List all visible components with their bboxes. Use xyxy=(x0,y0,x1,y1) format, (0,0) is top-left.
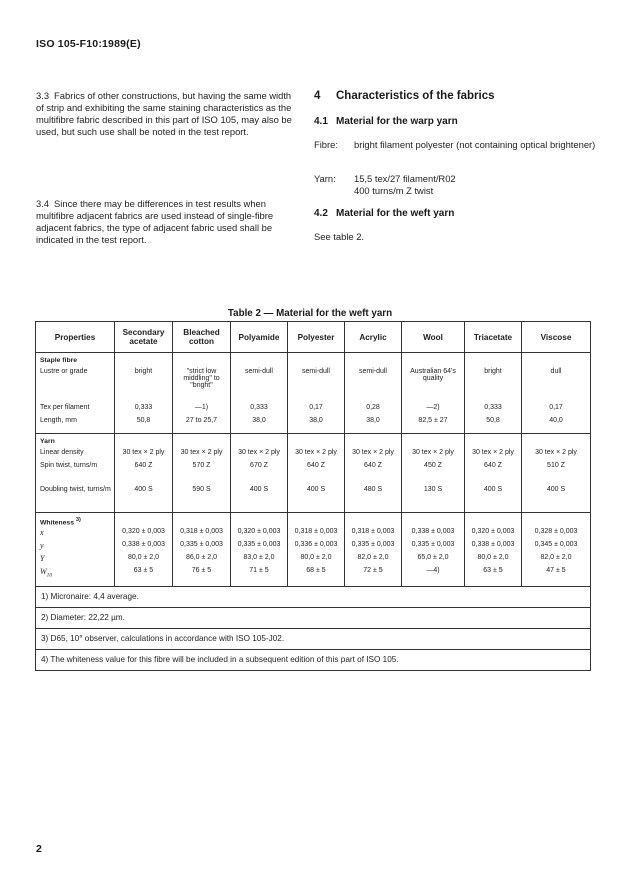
table-cell: 0,338 ± 0,003 xyxy=(465,541,522,554)
table-cell: semi-dull xyxy=(231,368,288,404)
section-4-heading xyxy=(314,90,495,102)
col-header-acrylic: Acrylic xyxy=(345,322,402,353)
table-cell: 63 ± 5 xyxy=(115,567,173,586)
table-row xyxy=(36,449,591,462)
row-label: Spin twist, turns/m xyxy=(36,462,115,486)
col-header-viscose: Viscose xyxy=(522,322,591,353)
table-cell: 400 S xyxy=(231,486,288,513)
table-cell: Australian 64's quality xyxy=(402,368,465,404)
clause-3-3 xyxy=(36,90,292,138)
table-cell: 86,0 ± 2,0 xyxy=(173,554,231,567)
table-cell: 0,335 ± 0,003 xyxy=(402,541,465,554)
table-cell: 0,328 ± 0,003 xyxy=(522,528,591,541)
col-header-secondary-acetate: Secondary acetate xyxy=(115,322,173,353)
table-cell: 80,0 ± 2,0 xyxy=(288,554,345,567)
table-cell: 30 tex × 2 ply xyxy=(522,449,591,462)
table-cell: 30 tex × 2 ply xyxy=(345,449,402,462)
page-number: 2 xyxy=(36,843,42,855)
section-4-1-heading xyxy=(314,116,458,127)
table-row xyxy=(36,368,591,404)
footnotes xyxy=(36,586,591,670)
col-header-polyester: Polyester xyxy=(288,322,345,353)
fibre-value: bright filament polyester (not containing optical brightener) xyxy=(354,139,596,150)
row-label: Doubling twist, turns/m xyxy=(36,486,115,513)
section-number: 4 xyxy=(314,90,321,102)
table-cell: 0,335 ± 0,003 xyxy=(231,541,288,554)
col-header-triacetate: Triacetate xyxy=(465,322,522,353)
table-cell: 82,0 ± 2,0 xyxy=(522,554,591,567)
clause-number: 3.4 xyxy=(36,198,50,209)
table-cell: semi-dull xyxy=(345,368,402,404)
table-cell: —2) xyxy=(402,404,465,417)
table-row xyxy=(36,404,591,417)
table-cell: 30 tex × 2 ply xyxy=(288,449,345,462)
table-cell: semi-dull xyxy=(288,368,345,404)
table-row xyxy=(36,567,591,586)
table-cell: 0,318 ± 0,003 xyxy=(288,528,345,541)
table-cell: 40,0 xyxy=(522,417,591,433)
clause-text: Fabrics of other constructions, but having the same width of strip and exhibiting the same staining characteristics as the multifibre fabric described in this part of ISO 105, may also be used, but such use shall be noted in the test report. xyxy=(36,90,292,137)
yarn-group xyxy=(36,433,591,513)
table-cell: 0,320 ± 0,003 xyxy=(465,528,522,541)
group-title-text: Whiteness xyxy=(40,519,74,527)
table-cell: 450 Z xyxy=(402,462,465,486)
table-cell: 0,28 xyxy=(345,404,402,417)
table-cell: 590 S xyxy=(173,486,231,513)
table-cell: 80,0 ± 2,0 xyxy=(465,554,522,567)
table-cell: 38,0 xyxy=(288,417,345,433)
footnote: 1) Micronaire: 4,4 average. xyxy=(36,586,591,607)
table-cell: 0,338 ± 0,003 xyxy=(402,528,465,541)
yarn-label: Yarn: xyxy=(314,173,336,184)
table-cell: 63 ± 5 xyxy=(465,567,522,586)
fibre-label: Fibre: xyxy=(314,139,338,150)
table-cell: 0,335 ± 0,003 xyxy=(173,541,231,554)
table-cell: 30 tex × 2 ply xyxy=(115,449,173,462)
table-cell: 640 Z xyxy=(465,462,522,486)
table-cell: 510 Z xyxy=(522,462,591,486)
table-cell: 670 Z xyxy=(231,462,288,486)
table-row xyxy=(36,528,591,541)
table-cell: 0,335 ± 0,003 xyxy=(345,541,402,554)
table-cell: "strict low middling" to "bright" xyxy=(173,368,231,404)
col-header-bleached-cotton: Bleached cotton xyxy=(173,322,231,353)
row-label: Lustre or grade xyxy=(36,368,115,404)
table-cell: 400 S xyxy=(465,486,522,513)
symbol-base: W xyxy=(40,567,47,576)
clause-text: Since there may be differences in test results when multifibre adjacent fabrics are used instead of single-fibre adjacent fabrics, the type of adjacent fabric used shall be indicated in the test report. xyxy=(36,198,274,245)
table-cell: 76 ± 5 xyxy=(173,567,231,586)
table-cell: 640 Z xyxy=(115,462,173,486)
weft-yarn-table xyxy=(35,321,591,671)
section-number: 4.1 xyxy=(314,116,328,127)
table-cell: 0,333 xyxy=(465,404,522,417)
table-row xyxy=(36,513,591,529)
row-symbol: y xyxy=(36,541,115,554)
group-title: Yarn xyxy=(36,433,115,449)
table-cell: 71 ± 5 xyxy=(231,567,288,586)
symbol-subscript: 10 xyxy=(46,572,53,579)
table-row xyxy=(36,353,591,369)
col-header-wool: Wool xyxy=(402,322,465,353)
table-cell: 38,0 xyxy=(345,417,402,433)
footnote: 4) The whiteness value for this fibre will be included in a subsequent edition of this part of ISO 105. xyxy=(36,649,591,670)
whiteness-group xyxy=(36,513,591,587)
footnote-ref: 3) xyxy=(75,517,81,523)
table-row xyxy=(36,433,591,449)
table-cell: 68 ± 5 xyxy=(288,567,345,586)
table-cell: 0,17 xyxy=(522,404,591,417)
table-cell: 83,0 ± 2,0 xyxy=(231,554,288,567)
table-row xyxy=(36,462,591,486)
table-cell: 82,0 ± 2,0 xyxy=(345,554,402,567)
table-cell: 0,333 xyxy=(115,404,173,417)
table-cell: 400 S xyxy=(288,486,345,513)
table-cell: 38,0 xyxy=(231,417,288,433)
table-cell: 65,0 ± 2,0 xyxy=(402,554,465,567)
table-cell: 0,320 ± 0,003 xyxy=(115,528,173,541)
table-cell: 30 tex × 2 ply xyxy=(402,449,465,462)
table-cell: 400 S xyxy=(522,486,591,513)
row-label: Tex per filament xyxy=(36,404,115,417)
table-caption: Table 2 — Material for the weft yarn xyxy=(227,308,393,319)
row-symbol xyxy=(36,567,115,586)
clause-3-4 xyxy=(36,198,292,246)
section-number: 4.2 xyxy=(314,208,328,219)
section-title: Material for the weft yarn xyxy=(336,208,455,219)
footnote: 2) Diameter: 22,22 µm. xyxy=(36,607,591,628)
footnote: 3) D65, 10° observer, calculations in accordance with ISO 105-J02. xyxy=(36,628,591,649)
yarn-value xyxy=(354,173,620,197)
row-symbol: x xyxy=(36,528,115,541)
table-cell: dull xyxy=(522,368,591,404)
table-cell: 72 ± 5 xyxy=(345,567,402,586)
table-cell: 82,5 ± 27 xyxy=(402,417,465,433)
clause-number: 3.3 xyxy=(36,90,50,101)
table-cell: 0,345 ± 0,003 xyxy=(522,541,591,554)
table-row xyxy=(36,486,591,513)
see-table-reference: See table 2. xyxy=(314,231,365,242)
table-header-row xyxy=(36,322,591,353)
document-header: ISO 105-F10:1989(E) xyxy=(36,38,141,50)
table-cell: 640 Z xyxy=(345,462,402,486)
table-row xyxy=(36,417,591,433)
table-cell: 30 tex × 2 ply xyxy=(173,449,231,462)
table-cell: 0,318 ± 0,003 xyxy=(173,528,231,541)
yarn-line-2: 400 turns/m Z twist xyxy=(354,185,434,196)
table-cell: 50,8 xyxy=(465,417,522,433)
row-symbol: Y xyxy=(36,554,115,567)
table-cell: 0,336 ± 0,003 xyxy=(288,541,345,554)
table-cell: 0,17 xyxy=(288,404,345,417)
group-title: Staple fibre xyxy=(36,353,115,369)
table-cell: 27 to 25,7 xyxy=(173,417,231,433)
table-cell: 0,333 xyxy=(231,404,288,417)
staple-fibre-group xyxy=(36,353,591,434)
table-cell: 0,320 ± 0,003 xyxy=(231,528,288,541)
table-cell: 30 tex × 2 ply xyxy=(231,449,288,462)
fibre-definition xyxy=(314,139,614,165)
table-cell: 640 Z xyxy=(288,462,345,486)
section-4-2-heading xyxy=(314,208,454,219)
table-cell: 400 S xyxy=(115,486,173,513)
table-row xyxy=(36,541,591,554)
col-header-properties: Properties xyxy=(36,322,115,353)
section-title: Material for the warp yarn xyxy=(336,116,458,127)
group-title xyxy=(36,513,115,529)
row-label: Linear density xyxy=(36,449,115,462)
col-header-polyamide: Polyamide xyxy=(231,322,288,353)
table-cell: 50,8 xyxy=(115,417,173,433)
table-cell: 47 ± 5 xyxy=(522,567,591,586)
yarn-definition xyxy=(314,173,614,199)
row-label: Length, mm xyxy=(36,417,115,433)
table-cell: bright xyxy=(115,368,173,404)
table-cell: 80,0 ± 2,0 xyxy=(115,554,173,567)
section-title: Characteristics of the fabrics xyxy=(336,90,495,102)
table-cell: 480 S xyxy=(345,486,402,513)
table-cell: 0,338 ± 0,003 xyxy=(115,541,173,554)
table-cell: 130 S xyxy=(402,486,465,513)
table-cell: —4) xyxy=(402,567,465,586)
table-cell: —1) xyxy=(173,404,231,417)
yarn-line-1: 15,5 tex/27 filament/R02 xyxy=(354,173,456,184)
table-cell: 570 Z xyxy=(173,462,231,486)
table-row xyxy=(36,554,591,567)
table-cell: bright xyxy=(465,368,522,404)
table-cell: 0,318 ± 0,003 xyxy=(345,528,402,541)
table-cell: 30 tex × 2 ply xyxy=(465,449,522,462)
